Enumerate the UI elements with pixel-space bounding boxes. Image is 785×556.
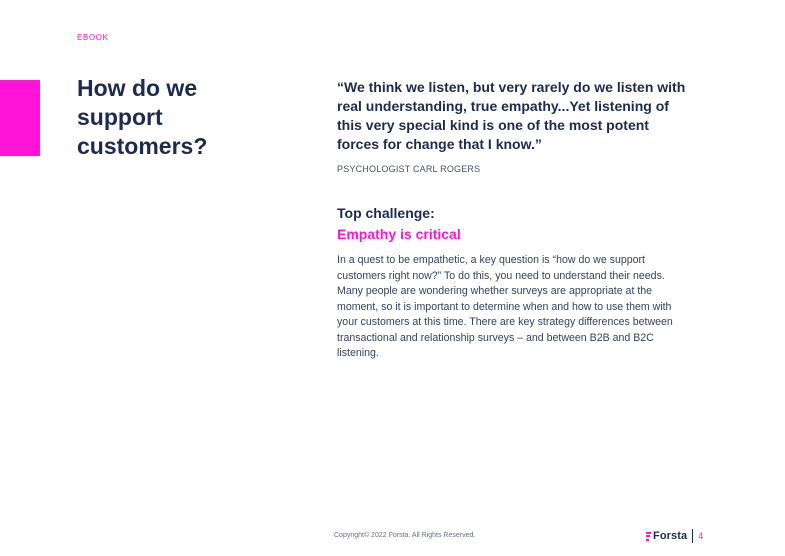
copyright-notice: Copyright© 2022 Forsta. All Rights Reserved. [334, 532, 476, 539]
ebook-label: EBOOK [77, 33, 109, 42]
challenge-subheading: Empathy is critical [337, 226, 461, 242]
page-number: 4 [698, 531, 704, 541]
brand-name: Forsta [653, 530, 688, 542]
challenge-heading: Top challenge: [337, 205, 435, 221]
forsta-logo-icon [646, 532, 651, 541]
pull-quote: “We think we listen, but very rarely do we listen with real understanding, true empathy...Yet listening of this very special kind is one of the most potent forces for change that I know.” [337, 79, 686, 152]
footer-brand [646, 529, 703, 543]
accent-bar [0, 80, 40, 156]
page-title: How do we support customers? [77, 75, 208, 159]
footer-divider [692, 529, 693, 543]
body-paragraph: In a quest to be empathetic, a key question is “how do we support customers right now?” To do this, you need to understand their needs. Many people are wondering whether surveys are appropriate at the moment, so it is important to determine when and how to use them with your customers at this time. There are key strategy differences between transactional and relationship surveys – and between B2B and B2C listening. [337, 254, 673, 359]
quote-attribution: PSYCHOLOGIST CARL ROGERS [337, 164, 481, 174]
